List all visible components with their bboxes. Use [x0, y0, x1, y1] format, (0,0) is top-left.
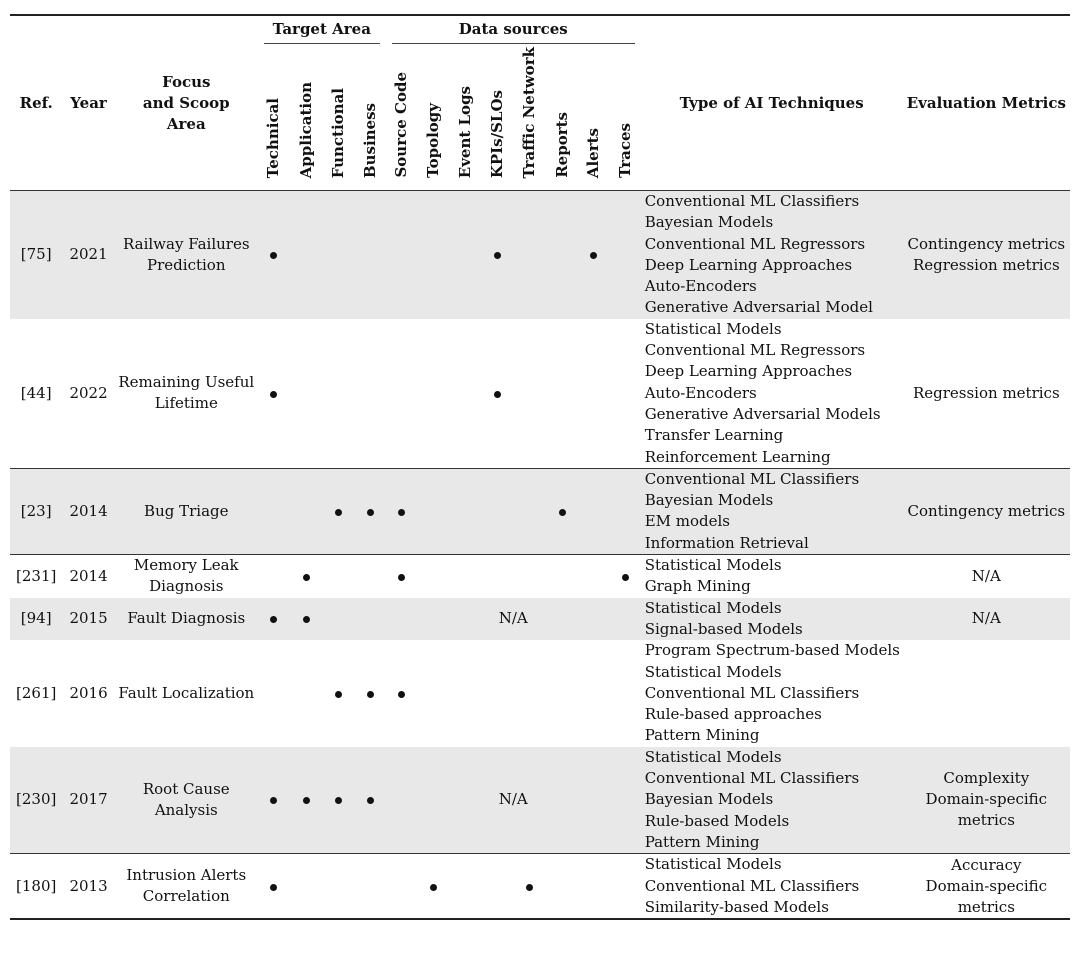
cell-metrics [903, 640, 1070, 746]
cell-mark [355, 747, 386, 854]
cell-data-na: N/A [386, 747, 641, 854]
cell-mark [609, 191, 640, 319]
cell-metrics: Complexity Domain-specific metrics [903, 747, 1070, 854]
col-header: KPIs/SLOs [488, 89, 507, 178]
dot-mark [398, 574, 405, 581]
cell-mark [578, 319, 609, 469]
table-row [10, 598, 1070, 641]
cell-mark [322, 598, 354, 641]
col-header: Topology [423, 103, 442, 178]
table-row [10, 640, 1070, 746]
cell-mark [609, 468, 640, 554]
cell-ref: [23] [10, 468, 62, 554]
cell-techniques: Conventional ML Classifiers Bayesian Models Conventional ML Regressors Deep Learning Approaches Auto-Encoders Generative Adversarial Model [641, 191, 903, 319]
cell-metrics: Contingency metrics Regression metrics [903, 191, 1070, 319]
cell-metrics: N/A [903, 555, 1070, 598]
header-data-sources: Data sources [386, 15, 641, 46]
cell-mark [481, 555, 513, 598]
cell-mark [386, 640, 417, 746]
cell-focus: Railway Failures Prediction [115, 191, 258, 319]
cell-mark [417, 854, 449, 919]
cell-year: 2014 [62, 555, 114, 598]
cell-mark [386, 319, 417, 469]
cell-mark [290, 319, 322, 469]
table-row [10, 747, 1070, 854]
dot-mark [270, 252, 277, 259]
cell-mark [258, 319, 290, 469]
cell-mark [546, 640, 578, 746]
cell-mark [258, 747, 290, 854]
cell-mark [481, 191, 513, 319]
cell-mark [514, 555, 546, 598]
dot-mark [270, 616, 277, 623]
cell-mark [481, 468, 513, 554]
cell-year: 2013 [62, 854, 114, 919]
cell-year: 2017 [62, 747, 114, 854]
cell-mark [514, 191, 546, 319]
cell-mark [481, 640, 513, 746]
cell-mark [322, 191, 354, 319]
cell-mark [578, 468, 609, 554]
cell-mark [355, 468, 386, 554]
dot-mark [270, 391, 277, 398]
cell-mark [417, 191, 449, 319]
col-header: Functional [328, 87, 347, 178]
dot-mark [303, 797, 310, 804]
cell-ref: [94] [10, 598, 62, 641]
survey-table [10, 14, 1070, 920]
dot-mark [335, 691, 342, 698]
dot-mark [335, 797, 342, 804]
cell-mark [481, 319, 513, 469]
cell-mark [322, 555, 354, 598]
dot-mark [303, 574, 310, 581]
cell-mark [386, 555, 417, 598]
header-target-area: Target Area [258, 15, 386, 46]
cell-mark [449, 191, 481, 319]
cell-mark [290, 191, 322, 319]
cell-mark [290, 854, 322, 919]
cell-mark [290, 468, 322, 554]
cell-metrics: Regression metrics [912, 383, 1060, 402]
dot-mark [494, 252, 501, 259]
table-row [10, 319, 1070, 469]
cell-mark [290, 598, 322, 641]
cell-techniques: Statistical Models Graph Mining [641, 555, 903, 598]
table-row [10, 468, 1070, 554]
cell-mark [546, 191, 578, 319]
col-header: Application [296, 81, 315, 178]
cell-mark [417, 468, 449, 554]
col-header: Alerts [584, 127, 603, 178]
dot-mark [270, 797, 277, 804]
header-metrics: Evaluation Metrics [903, 15, 1070, 191]
cell-mark [609, 640, 640, 746]
cell-focus: Memory Leak Diagnosis [115, 555, 258, 598]
cell-mark [290, 640, 322, 746]
cell-mark [609, 555, 640, 598]
col-header: Event Logs [455, 85, 474, 178]
dot-mark [526, 884, 533, 891]
cell-focus: Bug Triage [115, 468, 258, 554]
cell-year: 2014 [62, 468, 114, 554]
cell-techniques: Statistical Models Conventional ML Classifiers Bayesian Models Rule-based Models Pattern Mining [641, 747, 903, 854]
col-header: Traces [615, 123, 634, 178]
cell-ref: [44] [20, 383, 52, 402]
cell-mark [546, 854, 578, 919]
cell-mark [609, 319, 640, 469]
cell-mark [355, 640, 386, 746]
cell-metrics: Accuracy Domain-specific metrics [903, 854, 1070, 919]
cell-mark [258, 555, 290, 598]
cell-mark [449, 555, 481, 598]
cell-mark [386, 191, 417, 319]
dot-mark [430, 884, 437, 891]
dot-mark [494, 391, 501, 398]
cell-mark [322, 319, 354, 469]
cell-year: 2022 [69, 383, 108, 402]
cell-mark [355, 191, 386, 319]
dot-mark [335, 509, 342, 516]
table-row [10, 854, 1070, 919]
dot-mark [367, 691, 374, 698]
cell-mark [322, 854, 354, 919]
cell-mark [322, 468, 354, 554]
dot-mark [398, 509, 405, 516]
cell-focus: Fault Diagnosis [115, 598, 258, 641]
cell-metrics: N/A [903, 598, 1070, 641]
table-row [10, 555, 1070, 598]
cell-focus: Root Cause Analysis [115, 747, 258, 854]
cell-ref: [231] [10, 555, 62, 598]
cell-mark [578, 640, 609, 746]
cell-mark [514, 854, 546, 919]
cell-year: 2021 [62, 191, 114, 319]
cell-mark [355, 598, 386, 641]
cell-mark [258, 598, 290, 641]
cell-mark [258, 191, 290, 319]
cell-mark [290, 555, 322, 598]
dot-mark [367, 509, 374, 516]
cell-mark [514, 468, 546, 554]
cell-year: 2015 [62, 598, 114, 641]
dot-mark [270, 884, 277, 891]
cell-ref: [75] [10, 191, 62, 319]
cell-metrics: Contingency metrics [903, 468, 1070, 554]
cell-techniques: Program Spectrum-based Models Statistical Models Conventional ML Classifiers Rule-based approaches Pattern Mining [644, 641, 900, 745]
dot-mark [367, 797, 374, 804]
cell-ref: [230] [10, 747, 62, 854]
cell-mark [355, 555, 386, 598]
cell-mark [386, 468, 417, 554]
cell-mark [578, 854, 609, 919]
cell-mark [258, 468, 290, 554]
cell-mark [355, 854, 386, 919]
cell-mark [355, 319, 386, 469]
dot-mark [590, 252, 597, 259]
cell-techniques: Conventional ML Classifiers Bayesian Models EM models Information Retrieval [641, 468, 903, 554]
cell-mark [258, 854, 290, 919]
cell-techniques: Statistical Models Conventional ML Regressors Deep Learning Approaches Auto-Encoders Generative Adversarial Models Transfer Learning Reinforcement Learning [644, 319, 881, 466]
cell-mark [258, 640, 290, 746]
cell-mark [514, 640, 546, 746]
cell-techniques: Statistical Models Conventional ML Classifiers Similarity-based Models [641, 854, 903, 919]
cell-mark [417, 319, 449, 469]
table-row [10, 191, 1070, 319]
cell-mark [322, 640, 354, 746]
cell-techniques: Statistical Models Signal-based Models [641, 598, 903, 641]
col-header: Reports [552, 112, 571, 178]
cell-mark [449, 468, 481, 554]
cell-mark [449, 854, 481, 919]
col-header: Technical [264, 97, 283, 178]
cell-focus: Fault Localization [118, 683, 255, 702]
header-ref: Ref. [10, 15, 62, 191]
cell-year: 2016 [69, 683, 108, 702]
dot-mark [622, 574, 629, 581]
header-year: Year [62, 15, 114, 191]
cell-mark [546, 319, 578, 469]
header-focus: Focus and Scoop Area [115, 15, 258, 191]
cell-ref: [180] [10, 854, 62, 919]
cell-mark [449, 319, 481, 469]
cell-mark [386, 854, 417, 919]
cell-mark [514, 319, 546, 469]
cell-mark [322, 747, 354, 854]
header-techniques: Type of AI Techniques [641, 15, 903, 191]
cell-mark [546, 468, 578, 554]
cell-mark [449, 640, 481, 746]
cell-mark [546, 555, 578, 598]
cell-mark [578, 191, 609, 319]
col-header: Source Code [391, 72, 410, 178]
cell-focus: Intrusion Alerts Correlation [115, 854, 258, 919]
col-header: Business [360, 102, 379, 178]
cell-mark [417, 640, 449, 746]
col-header: Traffic Network [520, 46, 539, 178]
cell-ref: [261] [16, 683, 57, 702]
dot-mark [559, 509, 566, 516]
cell-focus: Remaining Useful Lifetime [118, 373, 255, 413]
cell-data-na: N/A [386, 598, 641, 641]
cell-mark [609, 854, 640, 919]
cell-mark [481, 854, 513, 919]
cell-mark [290, 747, 322, 854]
cell-mark [417, 555, 449, 598]
dot-mark [303, 616, 310, 623]
cell-mark [578, 555, 609, 598]
dot-mark [398, 691, 405, 698]
